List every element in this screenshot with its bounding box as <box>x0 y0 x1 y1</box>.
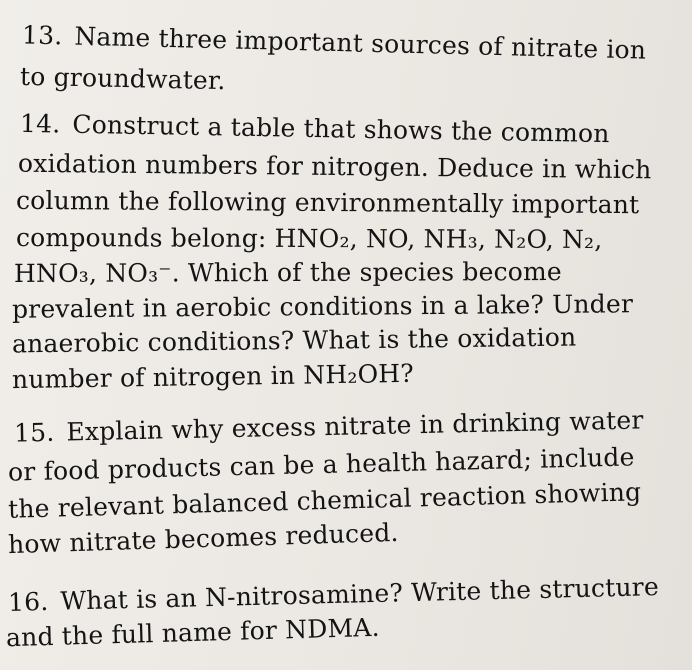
question-14-line-3 <box>16 186 640 219</box>
question-15-line-4 <box>8 518 399 559</box>
question-15-line-1 <box>14 405 644 447</box>
question-14-line-7 <box>12 323 577 359</box>
question-14-text-7: anaerobic conditions? What is the oxidation <box>11 322 577 359</box>
question-14-line-2 <box>18 149 652 185</box>
question-14-text-1: Construct a table that shows the common <box>72 109 610 149</box>
question-15-text-3: the relevant balanced chemical reaction showing <box>7 477 642 524</box>
question-16-number: 16. <box>7 586 49 617</box>
question-14-text-6: prevalent in aerobic conditions in a lake? Under <box>11 289 634 324</box>
question-15-text-2: or food products can be a health hazard; include <box>7 442 635 487</box>
question-13-number: 13. <box>21 20 63 51</box>
question-14-line-1 <box>20 109 610 148</box>
question-14-number: 14. <box>19 108 61 139</box>
question-13-text-1: Name three important sources of nitrate ion <box>74 21 647 65</box>
question-14-line-4 <box>16 223 603 254</box>
question-13-text-2: to groundwater. <box>19 61 226 96</box>
question-15-text-1: Explain why excess nitrate in drinking water <box>66 405 644 447</box>
question-16-text-2: and the full name for NDMA. <box>5 612 381 653</box>
question-14-text-4: compounds belong: HNO₂, NO, NH₃, N₂O, N₂, <box>15 222 603 255</box>
question-16-text-1: What is an N-nitrosamine? Write the structure <box>60 572 660 616</box>
question-14-line-6 <box>12 289 633 323</box>
question-14-text-5: HNO₃, NO₃⁻. Which of the species become <box>13 257 562 288</box>
question-15-number: 15. <box>13 417 55 448</box>
question-14-text-8: number of nitrogen in NH₂OH? <box>11 358 415 395</box>
question-16-line-1 <box>8 572 659 617</box>
question-14-text-3: column the following environmentally important <box>15 185 640 220</box>
question-13-line-1 <box>22 20 647 64</box>
question-15-text-4: how nitrate becomes reduced. <box>7 517 399 560</box>
question-14-line-5 <box>14 257 562 288</box>
question-16-line-2 <box>6 613 380 652</box>
question-14-text-2: oxidation numbers for nitrogen. Deduce in which <box>17 148 652 185</box>
question-14-line-8 <box>12 359 414 394</box>
question-13-line-2 <box>20 62 226 95</box>
